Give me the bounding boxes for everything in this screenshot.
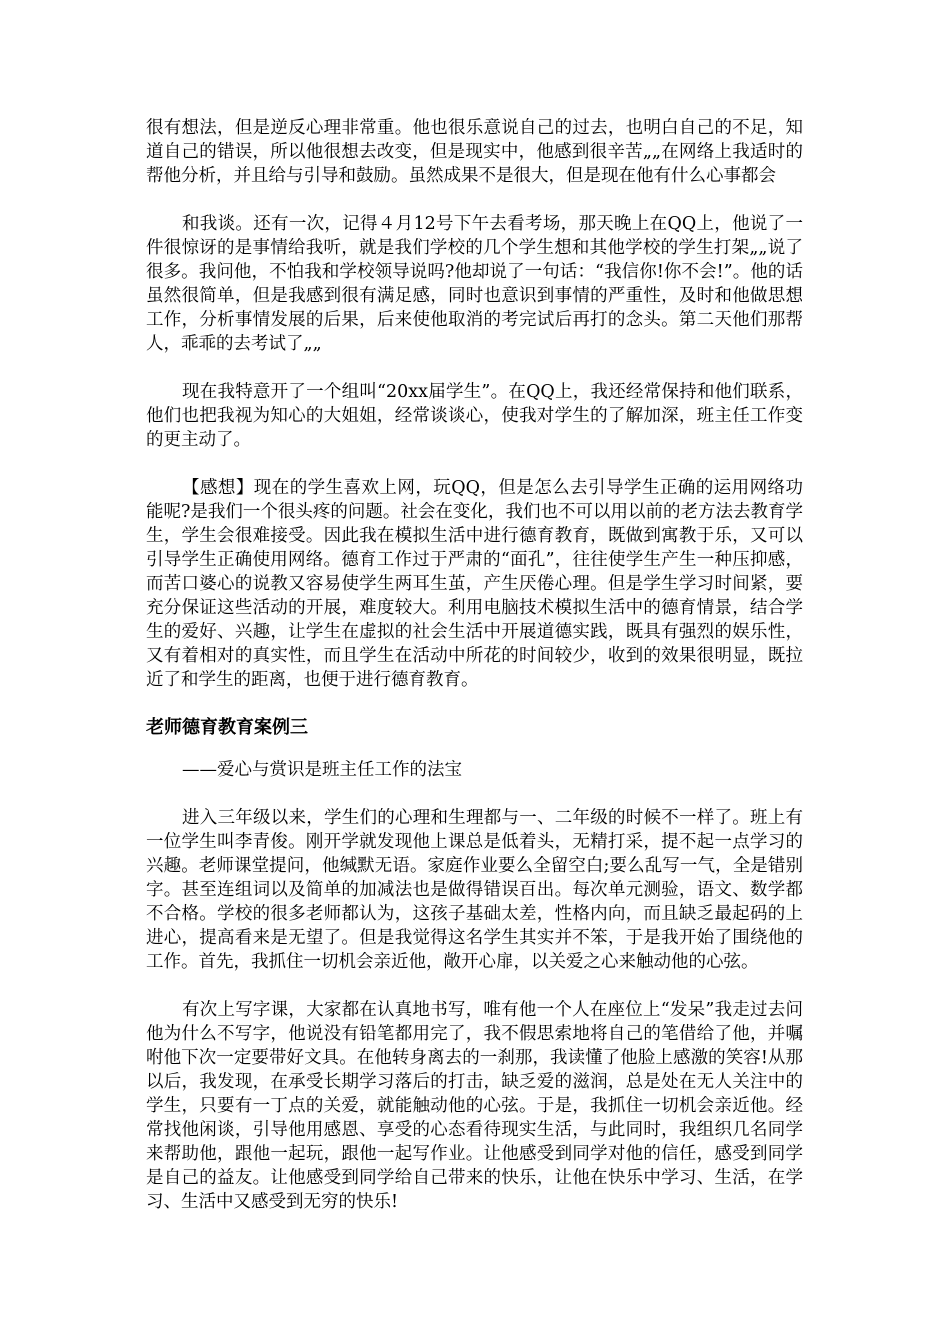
paragraph-qq-story: 和我谈。还有一次，记得４月12号下午去看考场，那天晚上在QQ上，他说了一件很惊讶的是事情给我听，就是我们学校的几个学生想和其他学校的学生打架„„说了很多。我问他，不怕我和学校领导说吗?他却说了一句话：“我信你!你不会!”。他的话虽然很简单，但是我感到很有满足感，同时也意识到事情的严重性，及时和他做思想工作，分析事情发展的后果，后来使他取消的考完试后再打的念头。第二天他们那帮人，乖乖的去考试了„„ bbox=[146, 214, 803, 354]
paragraph-group: 现在我特意开了一个组叫“20xx届学生”。在QQ上，我还经常保持和他们联系，他们也把我视为知心的大姐姐，经常谈谈心，使我对学生的了解加深，班主任工作变的更主动了。 bbox=[146, 382, 803, 450]
section-heading: 老师德育教育案例三 bbox=[146, 717, 308, 738]
section-subtitle: ——爱心与赏识是班主任工作的法宝 bbox=[182, 760, 462, 780]
paragraph-grade-three: 进入三年级以来，学生们的心理和生理都与一、二年级的时候不一样了。班上有一位学生叫李青俊。刚开学就发现他上课总是低着头，无精打采，提不起一点学习的兴趣。老师课堂提问，他缄默无语。家庭作业要么全留空白;要么乱写一气，全是错别字。甚至连组词以及简单的加减法也是做得错误百出。每次单元测验，语文、数学都不合格。学校的很多老师都认为，这孩子基础太差，性格内向，而且缺乏最起码的上进心，提高看来是无望了。但是我觉得这名学生其实并不笨，于是我开始了围绕他的工作。首先，我抓住一切机会亲近他，敞开心扉，以关爱之心来触动他的心弦。 bbox=[146, 808, 803, 972]
paragraph-writing-class: 有次上写字课，大家都在认真地书写，唯有他一个人在座位上“发呆”我走过去问他为什么不写字，他说没有铅笔都用完了，我不假思索地将自己的笔借给了他，并嘱咐他下次一定要带好文具。在他转身离去的一刹那，我读懂了他脸上感激的笑容!从那以后，我发现，在承受长期学习落后的打击，缺乏爱的滋润，总是处在无人关注中的学生，只要有一丁点的关爱，就能触动他的心弦。于是，我抓住一切机会亲近他。经常找他闲谈，引导他用感恩、享受的心态看待现实生活，与此同时，我组织几名同学来帮助他，跟他一起玩，跟他一起写作业。让他感受到同学对他的信任，感受到同学是自己的益友。让他感受到同学给自己带来的快乐，让他在快乐中学习、生活，在学习、生活中又感受到无穷的快乐! bbox=[146, 1000, 803, 1212]
paragraph-reflection: 【感想】现在的学生喜欢上网，玩QQ，但是怎么去引导学生正确的运用网络功能呢?是我们一个很头疼的问题。社会在变化，我们也不可以用以前的老方法去教育学生，学生会很难接受。因此我在模拟生活中进行德育教育，既做到寓教于乐，又可以引导学生正确使用网络。德育工作过于严肃的“面孔”，往往使学生产生一种压抑感，而苦口婆心的说教又容易使学生两耳生茧，产生厌倦心理。但是学生学习时间紧，要充分保证这些活动的开展，难度较大。利用电脑技术模拟生活中的德育情景，结合学生的爱好、兴趣，让学生在虚拟的社会生活中开展道德实践，既具有强烈的娱乐性，又有着相对的真实性，而且学生在活动中所花的时间较少，收到的效果很明显，既拉近了和学生的距离，也便于进行德育教育。 bbox=[146, 478, 803, 690]
paragraph-continued: 很有想法，但是逆反心理非常重。他也很乐意说自己的过去，也明白自己的不足，知道自己的错误，所以他很想去改变，但是现实中，他感到很辛苦„„在网络上我适时的帮他分析，并且给与引导和鼓励。虽然成果不是很大，但是现在他有什么心事都会 bbox=[146, 118, 803, 186]
document-page bbox=[146, 116, 803, 1238]
